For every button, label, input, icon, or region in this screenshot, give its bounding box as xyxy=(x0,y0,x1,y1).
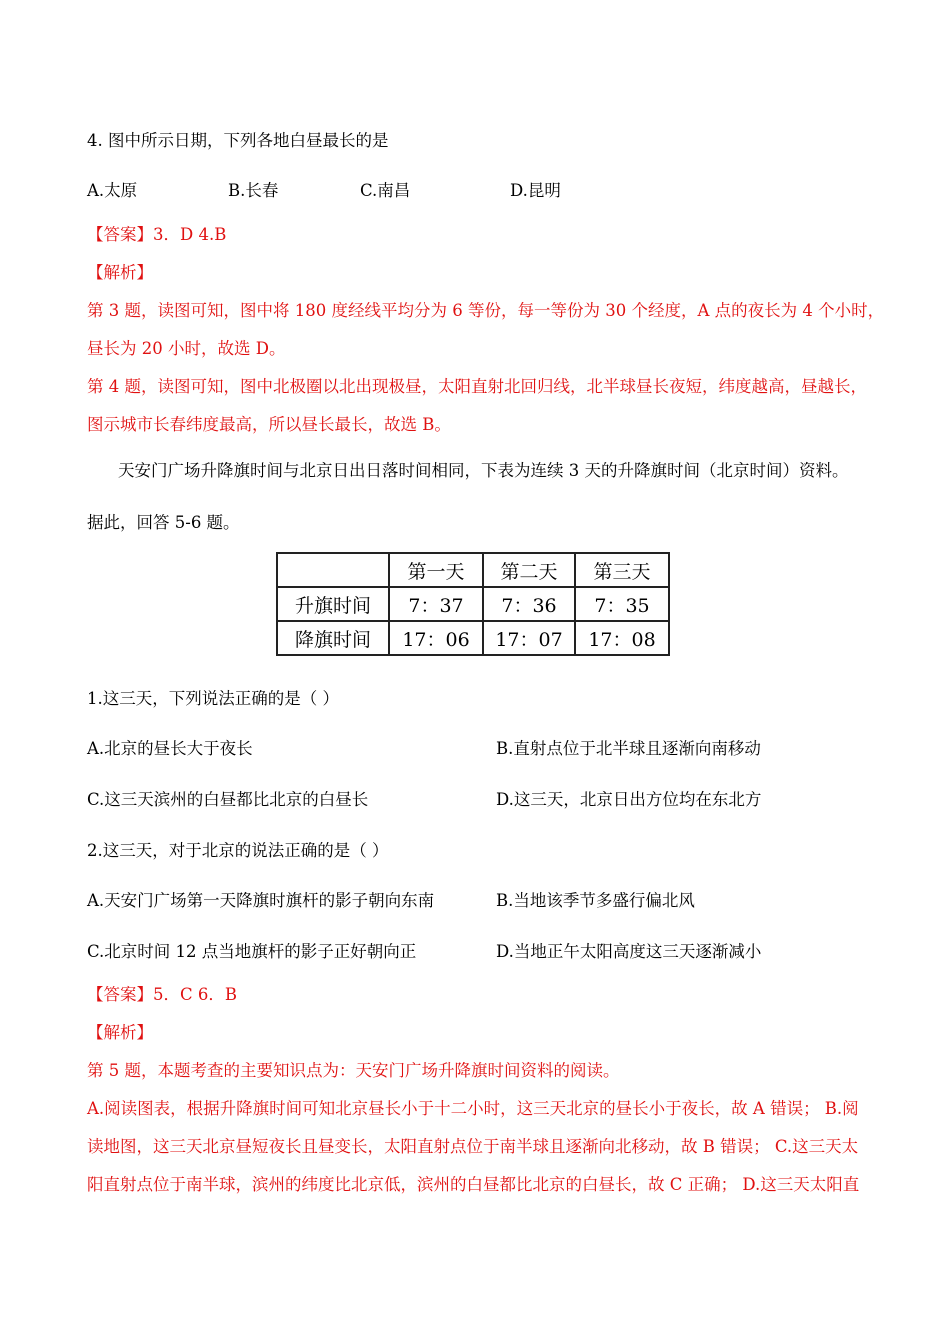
q1-option-a: A.北京的昼长大于夜长 xyxy=(87,739,253,758)
answer-block-1 xyxy=(87,224,226,246)
answer-value: 3．D 4.B xyxy=(153,225,227,244)
analysis-line: 读地图，这三天北京昼短夜长且昼变长，太阳直射点位于南半球且逐渐向北移动，故 B 错误； C.这三天太 xyxy=(87,1137,859,1156)
question-1-stem: 1.这三天，下列说法正确的是（ ） xyxy=(87,689,339,708)
table-row xyxy=(277,621,669,655)
analysis-line: 阳直射点位于南半球，滨州的纬度比北京低，滨州的白昼都比北京的白昼长，故 C 正确； D.这三天太阳直 xyxy=(87,1175,860,1194)
answer-label: 【答案】 xyxy=(87,985,153,1004)
table-cell: 17：08 xyxy=(575,621,669,655)
analysis-label: 【解析】 xyxy=(87,263,153,282)
table-cell: 17：07 xyxy=(483,621,575,655)
q4-option-c: C.南昌 xyxy=(360,181,411,200)
q4-option-b: B.长春 xyxy=(228,181,279,200)
analysis-line: A.阅读图表，根据升降旗时间可知北京昼长小于十二小时，这三天北京的昼长小于夜长，故 A 错误； B.阅 xyxy=(87,1099,859,1118)
intro-instruction: 据此，回答 5-6 题。 xyxy=(87,513,240,532)
table-header-cell: 第二天 xyxy=(483,553,575,587)
table-row xyxy=(277,587,669,621)
q4-option-d: D.昆明 xyxy=(510,181,561,200)
question-4-stem: 4. 图中所示日期，下列各地白昼最长的是 xyxy=(87,131,389,150)
analysis-label: 【解析】 xyxy=(87,1023,153,1042)
table-header-row xyxy=(277,553,669,587)
analysis-line: 第 5 题，本题考查的主要知识点为：天安门广场升降旗时间资料的阅读。 xyxy=(87,1061,620,1080)
q4-option-a: A.太原 xyxy=(87,181,138,200)
table-row-label: 降旗时间 xyxy=(277,621,389,655)
table-cell: 17：06 xyxy=(389,621,483,655)
q2-option-b: B.当地该季节多盛行偏北风 xyxy=(496,891,695,910)
q2-option-d: D.当地正午太阳高度这三天逐渐减小 xyxy=(496,942,762,961)
q2-option-a: A.天安门广场第一天降旗时旗杆的影子朝向东南 xyxy=(87,891,435,910)
answer-value: 5．C 6．B xyxy=(153,985,237,1004)
q1-option-d: D.这三天，北京日出方位均在东北方 xyxy=(496,790,762,809)
table-header-cell xyxy=(277,553,389,587)
table-header-cell: 第一天 xyxy=(389,553,483,587)
table-cell: 7：36 xyxy=(483,587,575,621)
question-2-stem: 2.这三天，对于北京的说法正确的是（ ） xyxy=(87,841,389,860)
table-row-label: 升旗时间 xyxy=(277,587,389,621)
flag-time-table xyxy=(276,552,670,656)
q2-option-c: C.北京时间 12 点当地旗杆的影子正好朝向正 xyxy=(87,942,417,961)
answer-label: 【答案】 xyxy=(87,225,153,244)
table-cell: 7：37 xyxy=(389,587,483,621)
analysis-line: 第 4 题，读图可知，图中北极圈以北出现极昼，太阳直射北回归线，北半球昼长夜短，纬度越高，昼越长， xyxy=(87,377,867,396)
q1-option-c: C.这三天滨州的白昼都比北京的白昼长 xyxy=(87,790,369,809)
q1-option-b: B.直射点位于北半球且逐渐向南移动 xyxy=(496,739,761,758)
answer-block-2 xyxy=(87,984,237,1006)
analysis-line: 昼长为 20 小时，故选 D。 xyxy=(87,339,286,358)
intro-paragraph: 天安门广场升降旗时间与北京日出日落时间相同，下表为连续 3 天的升降旗时间（北京时间）资料。 xyxy=(118,461,849,480)
table-header-cell: 第三天 xyxy=(575,553,669,587)
analysis-line: 图示城市长春纬度最高，所以昼长最长，故选 B。 xyxy=(87,415,451,434)
analysis-line: 第 3 题，读图可知，图中将 180 度经线平均分为 6 等份，每一等份为 30 个经度，A 点的夜长为 4 个小时， xyxy=(87,301,885,320)
table-cell: 7：35 xyxy=(575,587,669,621)
